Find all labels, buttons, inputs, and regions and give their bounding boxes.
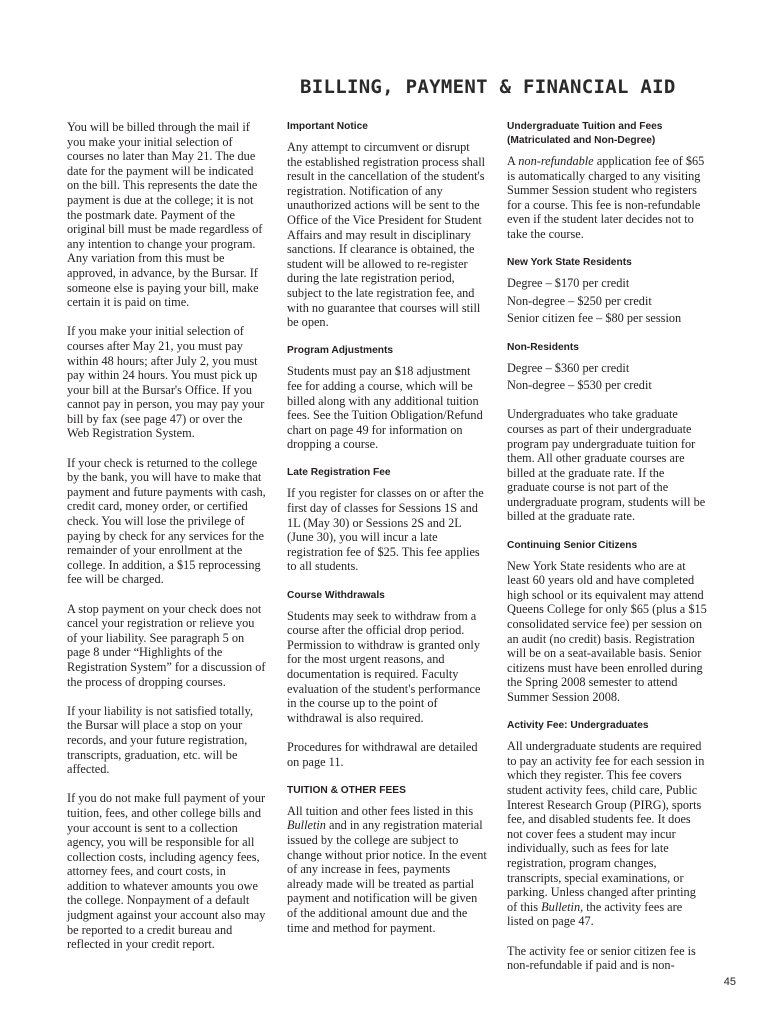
non-refundable-italic: non-refundable: [518, 154, 594, 168]
column-left: [67, 120, 267, 966]
late-selection-paragraph: If you make your initial selection of courses after May 21, you must pay within 48 hours; after July 2, you must pay within 24 hours. You must pick up your bill at the Bursar's Office. If you cannot pay in person, you may pay your bill by fax (see page 47) or over the Web Registration System.: [67, 324, 265, 441]
activity-fee-end: , the activity fees are listed on page 47.: [507, 899, 683, 929]
bulletin-italic-2: Bulletin: [541, 899, 581, 914]
activity-fee-heading: Activity Fee: Undergraduates: [507, 720, 649, 732]
tuition-text-end: and in any registration material issued by the college are subject to change without prior notice. In the event of any increase in fees, payments already made will be treated as partial payment and notification will be given of the additional amount due and the time and method for payment.: [287, 818, 487, 935]
column-right: [507, 120, 707, 987]
senior-citizens-heading: Continuing Senior Citizens: [507, 539, 638, 551]
returned-check-paragraph: If your check is returned to the college by the bank, you will have to make that payment and future payments with cash, credit card, money order, or certified check. You will lose the privilege of paying by check for any services for the remainder of your enrollment at the college. In addition, a $15 reprocessing fee will be charged.: [67, 455, 266, 587]
activity-fee-text: [507, 739, 707, 929]
graduate-courses-text: Undergraduates who take graduate courses as part of their undergraduate program pay undergraduate tuition for them. All other graduate courses are billed at the graduate rate. If the graduate course is not part of the undergraduate program, students will be billed at the graduate rate.: [507, 407, 706, 524]
non-residents-heading: Non-Residents: [507, 341, 579, 353]
application-fee-text: [507, 154, 707, 242]
stop-payment-paragraph: A stop payment on your check does not cancel your registration or relieve you of your liability. See paragraph 5 on page 8 under “Highlights of the Registration System” for a discussion of the process of dropping courses.: [67, 601, 266, 689]
course-withdrawals-heading: Course Withdrawals: [287, 589, 385, 601]
bulletin-italic: Bulletin: [287, 818, 326, 833]
application-fee-start: A: [507, 154, 519, 168]
late-registration-heading: Late Registration Fee: [287, 467, 391, 479]
column-middle: [287, 120, 487, 950]
liability-paragraph: If your liability is not satisfied totally, the Bursar will place a stop on your records, and your future registration, transcripts, graduation, etc. will be affected.: [67, 703, 254, 777]
nonres-fee-non-degree: Non-degree – $530 per credit: [507, 378, 652, 393]
nys-residents-heading: New York State Residents: [507, 257, 632, 269]
tuition-fees-heading: TUITION & OTHER FEES: [287, 784, 406, 796]
page-number: 45: [723, 976, 736, 988]
page-title: BILLING, PAYMENT & FINANCIAL AID: [300, 76, 676, 98]
nonres-fee-degree: Degree – $360 per credit: [507, 360, 630, 375]
tuition-fees-text: [287, 804, 487, 935]
program-adjustments-text: Students must pay an $18 adjustment fee for adding a course, which will be billed along with any additional tuition fees. See the Tuition Obligation/Refund chart on page 49 for information on dropping a course.: [287, 364, 483, 452]
nys-fee-senior: Senior citizen fee – $80 per session: [507, 311, 682, 326]
undergraduate-tuition-heading: Undergraduate Tuition and Fees (Matriculated and Non-Degree): [507, 121, 663, 146]
important-notice-heading: Important Notice: [287, 121, 368, 132]
program-adjustments-heading: Program Adjustments: [287, 345, 394, 357]
activity-fee-start: All undergraduate students are required to pay an activity fee for each session in which they register. This fee covers student activity fees, child care, Public Interest Research Group (PIRG), sports fee, and disabled students fee. It does not cover fees a student may incur individually, such as fees for late registration, program changes, transcripts, special examinations, or parking. Unless changed after printing of this: [507, 739, 705, 914]
procedures-text: Procedures for withdrawal are detailed on page 11.: [287, 739, 478, 769]
application-fee-end: application fee of $65 is automatically charged to any visiting Summer Session student who registers for a course. This fee is non-refundable even if the student later decides not to take the course.: [507, 154, 705, 241]
nys-fee-non-degree: Non-degree – $250 per credit: [507, 293, 652, 308]
tuition-text-start: All tuition and other fees listed in this: [287, 803, 474, 818]
important-notice-text: Any attempt to circumvent or disrupt the established registration process shall result in the cancellation of the student's registration. Notification of any unauthorized actions will be sent to the Office of the Vice President for Student Affairs and may result in disciplinary sanctions. If clearance is obtained, the student will be allowed to re-register during the late registration period, subject to the late registration fee, and with no guarantee that courses will still be open.: [287, 140, 486, 330]
course-withdrawals-text: Students may seek to withdraw from a course after the official drop period. Permission to withdraw is granted only for the most urgent reasons, and documentation is required. Faculty evaluation of the student's performance in the course up to the point of withdrawal is also required.: [287, 608, 481, 725]
non-refundable-text: The activity fee or senior citizen fee is non-refundable if paid and is non-: [507, 943, 696, 973]
collection-agency-paragraph: If you do not make full payment of your tuition, fees, and other college bills and your account is sent to a collection agency, you will be responsible for all collection costs, including agency fees, attorney fees, and court costs, in addition to whatever amounts you owe the college. Nonpayment of a default judgment against your account also may be reported to a credit bureau and reflected in your credit report.: [67, 791, 266, 952]
nys-fee-degree: Degree – $170 per credit: [507, 276, 630, 291]
late-registration-text: If you register for classes on or after the first day of classes for Sessions 1S and 1L (May 30) or Sessions 2S and 2L (June 30), you will incur a late registration fee of $25. This fee applies to all students.: [287, 486, 484, 574]
billing-by-mail-paragraph: You will be billed through the mail if you make your initial selection of courses no later than May 21. The due date for the payment will be indicated on the bill. This represents the date the payment is due at the college; it is not the postmark date. Payment of the original bill must be made regardless of any intention to change your program. Any variation from this must be approved, in advance, by the Bursar. If someone else is paying your bill, make certain it is paid on time.: [67, 120, 263, 310]
senior-citizens-text: New York State residents who are at least 60 years old and have completed high school or its equivalent may attend Queens College for only $65 (plus a $15 consolidated service fee) per session on an audit (no credit) basis. Registration will be on a seat-available basis. Senior citizens must have been enrolled during the Spring 2008 semester to attend Summer Session 2008.: [507, 558, 707, 704]
